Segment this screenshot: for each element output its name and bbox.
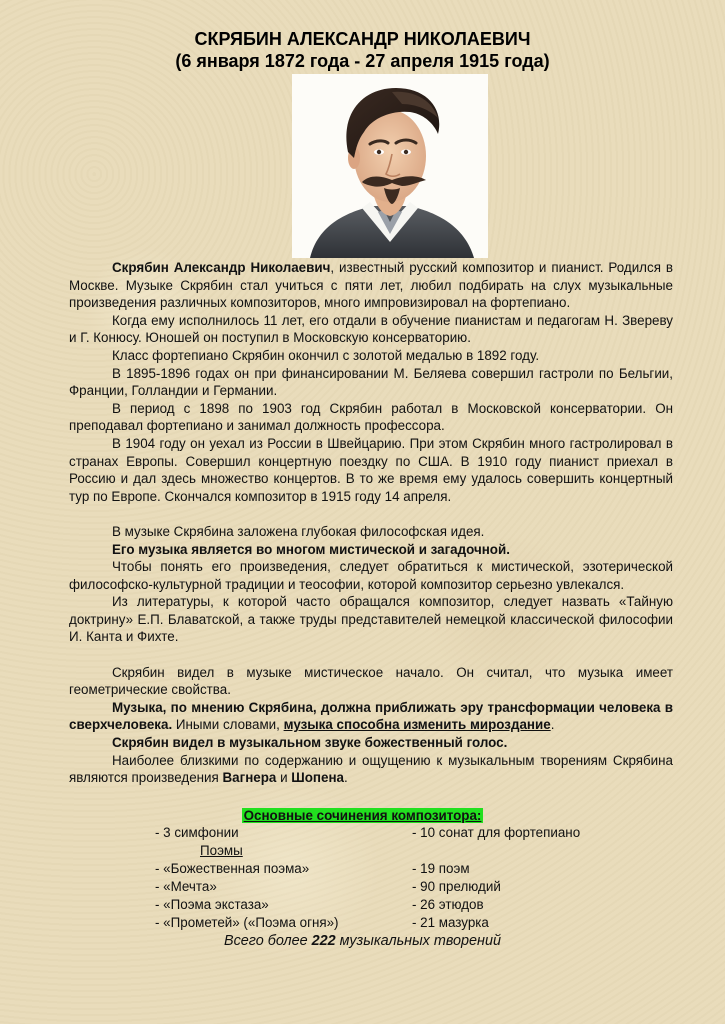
works-total: Всего более 222 музыкальных творений: [224, 933, 501, 949]
bio-paragraph: В период с 1898 по 1903 год Скрябин работал в Московской консерватории. Он преподавал фортепиано и занимал должность профессора.: [69, 400, 673, 434]
bio-paragraph: Когда ему исполнилось 11 лет, его отдали в обучение пианистам и педагогам Н. Звереву и Г. Конюсу. Юношей он поступил в Московскую консерваторию.: [69, 312, 673, 346]
biography-text: [69, 259, 673, 787]
works-item: - «Божественная поэма»: [155, 861, 310, 876]
bio-paragraph: Скрябин Александр Николаевич, известный русский композитор и пианист. Родился в Москве. Музыке Скрябин стал учиться с пяти лет, любил подбирать на слух музыкальные произведения различных композиторов, много импровизировал на фортепиано.: [69, 260, 673, 311]
life-dates: (6 января 1872 года - 27 апреля 1915 года): [175, 51, 550, 71]
works-item: - «Прометей» («Поэма огня»): [155, 915, 339, 930]
works-spacer: [412, 842, 580, 860]
works-item: - 21 мазурка: [412, 915, 489, 930]
works-item: - 10 сонат для фортепиано: [412, 825, 581, 840]
works-item: - 90 прелюдий: [412, 879, 501, 894]
works-list-left: [155, 824, 339, 932]
bio-paragraph: Класс фортепиано Скрябин окончил с золотой медалью в 1892 году.: [112, 347, 540, 363]
bio-paragraph: В 1895-1896 годах он при финансировании М. Беляева совершил гастроли по Бельгии, Франции, Голландии и Германии.: [69, 365, 673, 399]
works-item: - 19 поэм: [412, 861, 470, 876]
music-view-paragraph: Скрябин видел в музыке мистическое начало. Он считал, что музыка имеет геометрические свойства.: [69, 664, 673, 698]
composer-name: СКРЯБИН АЛЕКСАНДР НИКОЛАЕВИЧ: [194, 29, 531, 49]
works-item: - «Поэма экстаза»: [155, 897, 269, 912]
music-view-paragraph: Музыка, по мнению Скрябина, должна приближать эру трансформации человека в сверхчеловека. Иными словами, музыка способна изменить мироздание.: [69, 699, 673, 733]
composer-portrait: [292, 74, 488, 258]
works-item: - «Мечта»: [155, 879, 217, 894]
philosophy-paragraph: Из литературы, к которой часто обращался композитор, следует назвать «Тайную доктрину» Е.П. Блаватской, а также труды представителей немецкой классической философии И. Канта и Фихте.: [69, 594, 673, 645]
composer-name-inline: Скрябин Александр Николаевич: [112, 260, 331, 275]
philosophy-paragraph: Чтобы понять его произведения, следует обратиться к мистической, эзотерической философско-культурной традиции и теософии, которой композитор серьезно увлекался.: [69, 559, 673, 592]
works-list-right: [412, 824, 580, 932]
poems-subheading: Поэмы: [200, 843, 243, 858]
music-view-paragraph-bold: Скрябин видел в музыкальном звуке божественный голос.: [112, 735, 508, 751]
works-heading: Основные сочинения композитора:: [243, 808, 482, 823]
philosophy-paragraph: В музыке Скрябина заложена глубокая философская идея.: [112, 523, 485, 539]
works-item: - 3 симфонии: [155, 825, 239, 840]
music-view-paragraph: Наиболее близкими по содержанию и ощущению к музыкальным творениям Скрябина являются произведения Вагнера и Шопена.: [69, 752, 673, 786]
bio-paragraph: В 1904 году он уехал из России в Швейцарию. При этом Скрябин много гастролировал в странах Европы. Совершил концертную поездку по США. В 1910 году пианист приехал в Россию и дал здесь множество концертов. В то же время ему удалось совершить концертный тур по Европе. Скончался композитор в 1915 году 14 апреля.: [69, 435, 673, 504]
works-item: - 26 этюдов: [412, 897, 484, 912]
philosophy-paragraph-bold: Его музыка является во многом мистической и загадочной.: [112, 541, 510, 557]
page-title: [0, 28, 725, 72]
